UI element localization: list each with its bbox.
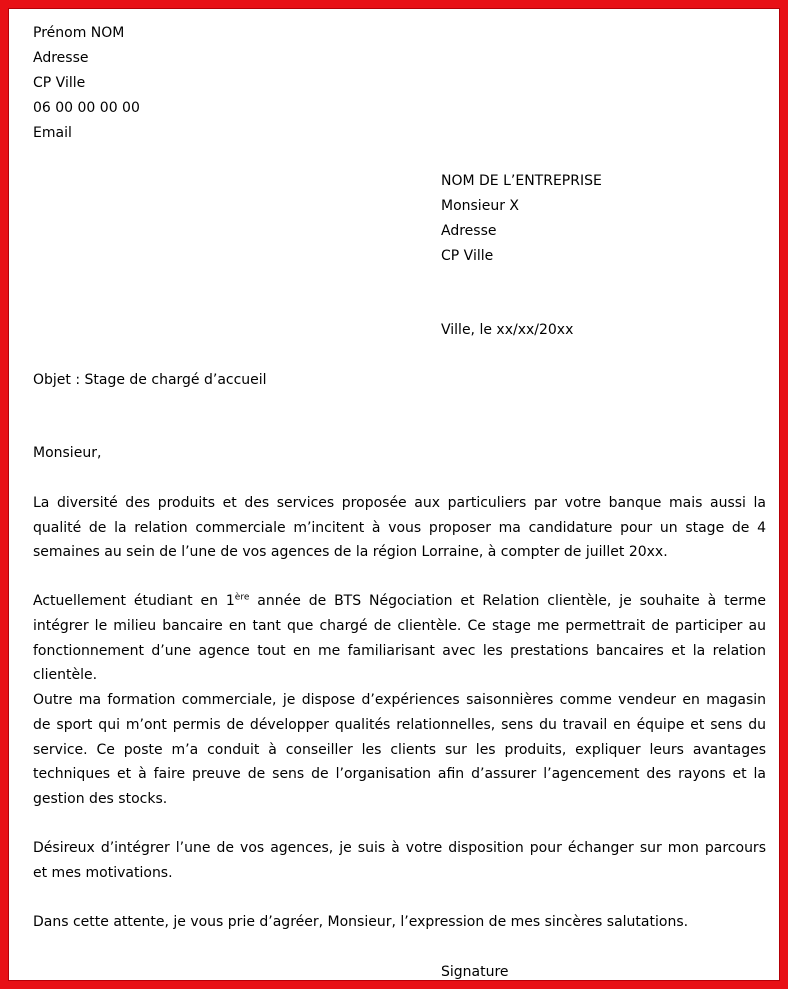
- subject-line: Objet : Stage de chargé d’accueil: [33, 372, 267, 388]
- recipient-contact: Monsieur X: [441, 198, 519, 214]
- sender-phone: 06 00 00 00 00: [33, 100, 140, 116]
- paragraph-4-line-1: Désireux d’intégrer l’une de vos agences, je suis à votre disposition pour échanger sur mon parcours: [33, 840, 766, 856]
- paragraph-3-line-3: service. Ce poste m’a conduit à conseiller les clients sur les produits, expliquer leurs avantages: [33, 742, 766, 758]
- recipient-company: NOM DE L’ENTREPRISE: [441, 173, 602, 189]
- paragraph-3-line-5: gestion des stocks.: [33, 791, 168, 807]
- paragraph-3-line-2: de sport qui m’ont permis de développer qualités relationnelles, sens du travail en équipe et sens du: [33, 717, 766, 733]
- paragraph-1-line-3: semaines au sein de l’une de vos agences de la région Lorraine, à compter de juillet 20xx.: [33, 544, 668, 560]
- salutation: Monsieur,: [33, 445, 102, 461]
- date-line: Ville, le xx/xx/20xx: [441, 322, 574, 338]
- paragraph-2-line-3: fonctionnement d’une agence tout en me familiarisant avec les prestations bancaires et la relation: [33, 643, 766, 659]
- paragraph-3-line-4: techniques et à faire preuve de sens de l’organisation afin d’assurer l’agencement des rayons et la: [33, 766, 766, 782]
- signature-label: Signature: [441, 964, 509, 980]
- paragraph-2-line-1: [33, 591, 766, 611]
- sender-name: Prénom NOM: [33, 25, 125, 41]
- paragraph-2-line-1-start: Actuellement étudiant en 1: [33, 593, 235, 609]
- recipient-city: CP Ville: [441, 248, 494, 264]
- closing-formula: Dans cette attente, je vous prie d’agréer, Monsieur, l’expression de mes sincères salutations.: [33, 914, 689, 930]
- paragraph-2-line-1-end: année de BTS Négociation et Relation clientèle, je souhaite à terme: [249, 593, 767, 609]
- paragraph-2-line-2: intégrer le milieu bancaire en tant que chargé de clientèle. Ce stage me permettrait de participer au: [33, 618, 766, 634]
- sender-city: CP Ville: [33, 75, 86, 91]
- paragraph-3-line-1: Outre ma formation commerciale, je dispose d’expériences saisonnières comme vendeur en magasin: [33, 692, 766, 708]
- paragraph-1-line-2: qualité de la relation commerciale m’incitent à vous proposer ma candidature pour un stage de 4: [33, 520, 766, 536]
- recipient-address: Adresse: [441, 223, 497, 239]
- ordinal-superscript: ère: [234, 592, 250, 603]
- paragraph-4-line-2: et mes motivations.: [33, 865, 173, 881]
- paragraph-1-line-1: La diversité des produits et des services proposée aux particuliers par votre banque mais aussi la: [33, 495, 766, 511]
- letter-page: [16, 16, 788, 989]
- sender-email: Email: [33, 125, 72, 141]
- paragraph-2-line-4: clientèle.: [33, 667, 98, 683]
- sender-address: Adresse: [33, 50, 89, 66]
